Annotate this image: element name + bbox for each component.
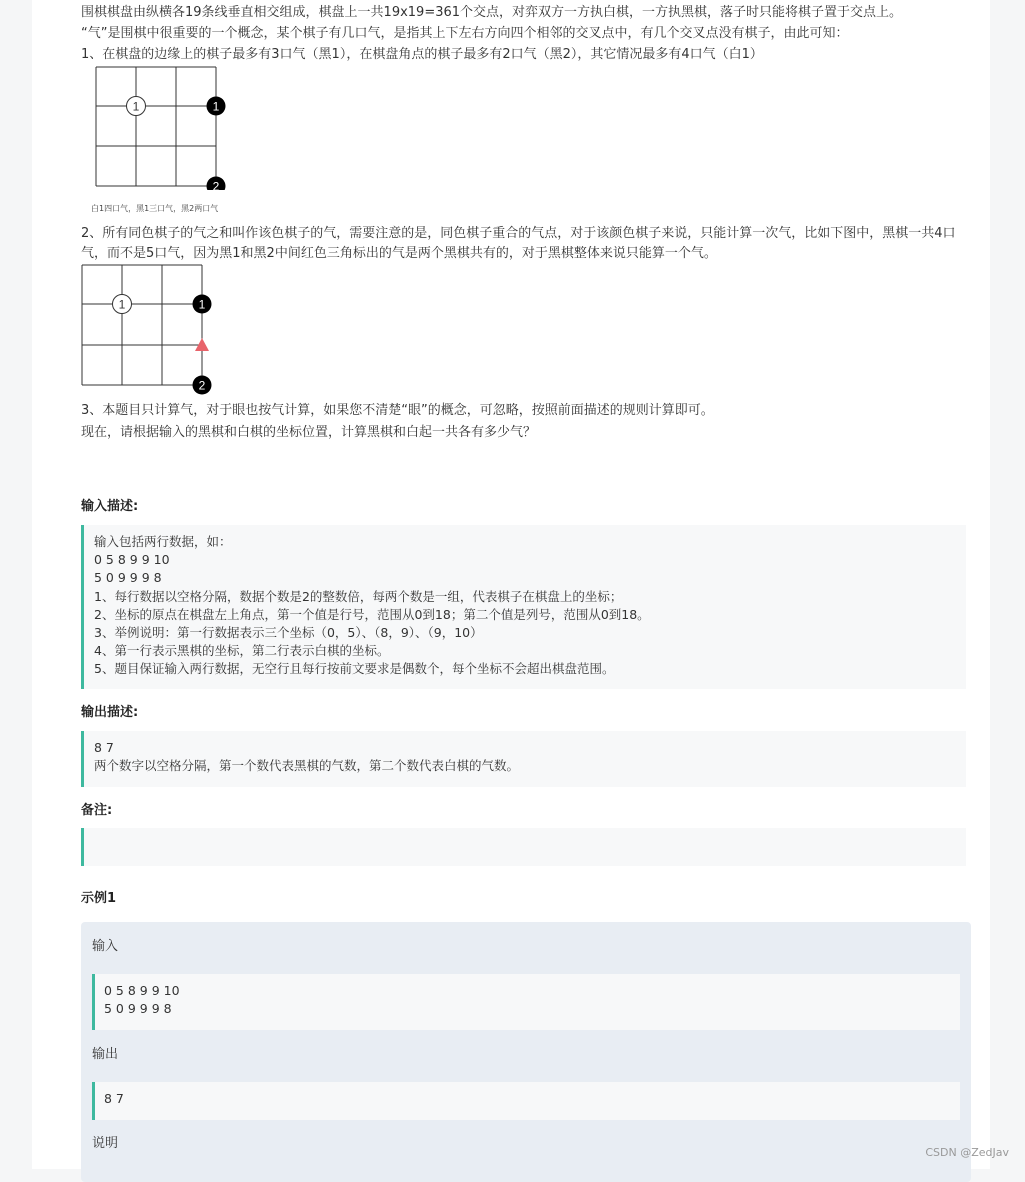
intro-line-2: “气”是围棋中很重要的一个概念，某个棋子有几口气，是指其上下左右方向四个相邻的交叉点中，有几个交叉点没有棋子，由此可知： — [81, 26, 849, 41]
input-desc-line: 输入包括两行数据，如： — [94, 534, 232, 549]
go-board-2-svg — [81, 263, 216, 397]
rule-3: 3、本题目只计算气，对于眼也按气计算，如果您不清楚“眼”的概念，可忽略，按照前面描述的规则计算即可。 — [81, 403, 714, 418]
go-board-figure-1 — [93, 66, 228, 190]
rule-1: 1、在棋盘的边缘上的棋子最多有3口气（黑1），在棋盘角点的棋子最多有2口气（黑2），其它情况最多有4口气（白1） — [81, 47, 763, 62]
example-explain-label: 说明 — [92, 1136, 119, 1151]
white-stone-1-fig2 — [113, 295, 132, 314]
black-stone-1 — [207, 97, 226, 116]
board-grid-2 — [82, 265, 202, 385]
board-grid — [96, 67, 216, 186]
example-output-code[interactable] — [92, 1082, 960, 1120]
question: 现在，请根据输入的黑棋和白棋的坐标位置，计算黑棋和白起一共各有多少气？ — [81, 425, 537, 440]
intro-line-1: 围棋棋盘由纵横各19条线垂直相交组成，棋盘上一共19x19=361个交点，对弈双方一方执白棋，一方执黑棋，落子时只能将棋子置于交点上。 — [81, 5, 903, 20]
input-desc-block — [81, 525, 966, 689]
input-desc-line: 1、每行数据以空格分隔，数据个数是2的整数倍，每两个数是一组，代表棋子在棋盘上的坐标； — [94, 588, 623, 604]
example-output-line: 8 7 — [104, 1091, 124, 1106]
example-input-line: 0 5 8 9 9 10 — [104, 983, 180, 998]
remark-heading: 备注: — [81, 803, 113, 818]
page — [32, 0, 990, 1169]
black-stone-2-label: 2 — [212, 179, 220, 190]
csdn-watermark: CSDN @ZedJav — [925, 1146, 1009, 1159]
input-desc-line: 4、第一行表示黑棋的坐标，第二行表示白棋的坐标。 — [94, 643, 390, 659]
example-input-line: 5 0 9 9 9 8 — [104, 1001, 172, 1016]
remark-block — [81, 828, 966, 866]
output-desc-heading: 输出描述: — [81, 705, 139, 720]
output-desc-block — [81, 731, 966, 787]
black-stone-1-fig2-label: 1 — [198, 297, 206, 312]
go-board-figure-2 — [81, 263, 216, 397]
figure-1-caption: 白1四口气，黑1三口气，黑2两口气 — [91, 204, 219, 213]
input-desc-heading: 输入描述: — [81, 499, 139, 514]
input-desc-line: 3、举例说明：第一行数据表示三个坐标（0，5）、（8，9）、（9，10） — [94, 625, 483, 641]
go-board-1-svg — [93, 66, 228, 190]
input-desc-line: 2、坐标的原点在棋盘左上角点，第一个值是行号，范围从0到18；第二个值是列号，范围从0到18。 — [94, 606, 650, 622]
input-desc-line: 0 5 8 9 9 10 — [94, 552, 170, 568]
example-heading: 示例1 — [81, 891, 117, 906]
black-stone-1-label: 1 — [212, 99, 220, 114]
example-panel — [81, 922, 971, 1182]
example-output-label: 输出 — [92, 1047, 119, 1062]
example-input-label: 输入 — [92, 939, 119, 954]
rule-2: 2、所有同色棋子的气之和叫作该色棋子的气，需要注意的是，同色棋子重合的气点，对于该颜色棋子来说，只能计算一次气，比如下图中，黑棋一共4口气，而不是5口气，因为黑1和黑2中间红色三角标出的气是两个黑棋共有的，对于黑棋整体来说只能算一个气。 — [81, 226, 956, 261]
input-desc-line: 5 0 9 9 9 8 — [94, 570, 162, 586]
black-stone-1-fig2 — [193, 295, 212, 314]
output-desc-line: 8 7 — [94, 740, 114, 755]
black-stone-2-fig2-label: 2 — [198, 378, 206, 393]
input-desc-line: 5、题目保证输入两行数据，无空行且每行按前文要求是偶数个，每个坐标不会超出棋盘范围。 — [94, 661, 615, 677]
white-stone-1 — [127, 97, 146, 116]
black-stone-2-fig2 — [193, 376, 212, 395]
example-input-code[interactable] — [92, 974, 960, 1030]
white-stone-1-fig2-label: 1 — [118, 297, 126, 312]
white-stone-1-label: 1 — [132, 99, 140, 114]
black-stone-2 — [207, 177, 226, 191]
output-desc-line: 两个数字以空格分隔，第一个数代表黑棋的气数，第二个数代表白棋的气数。 — [94, 758, 520, 774]
